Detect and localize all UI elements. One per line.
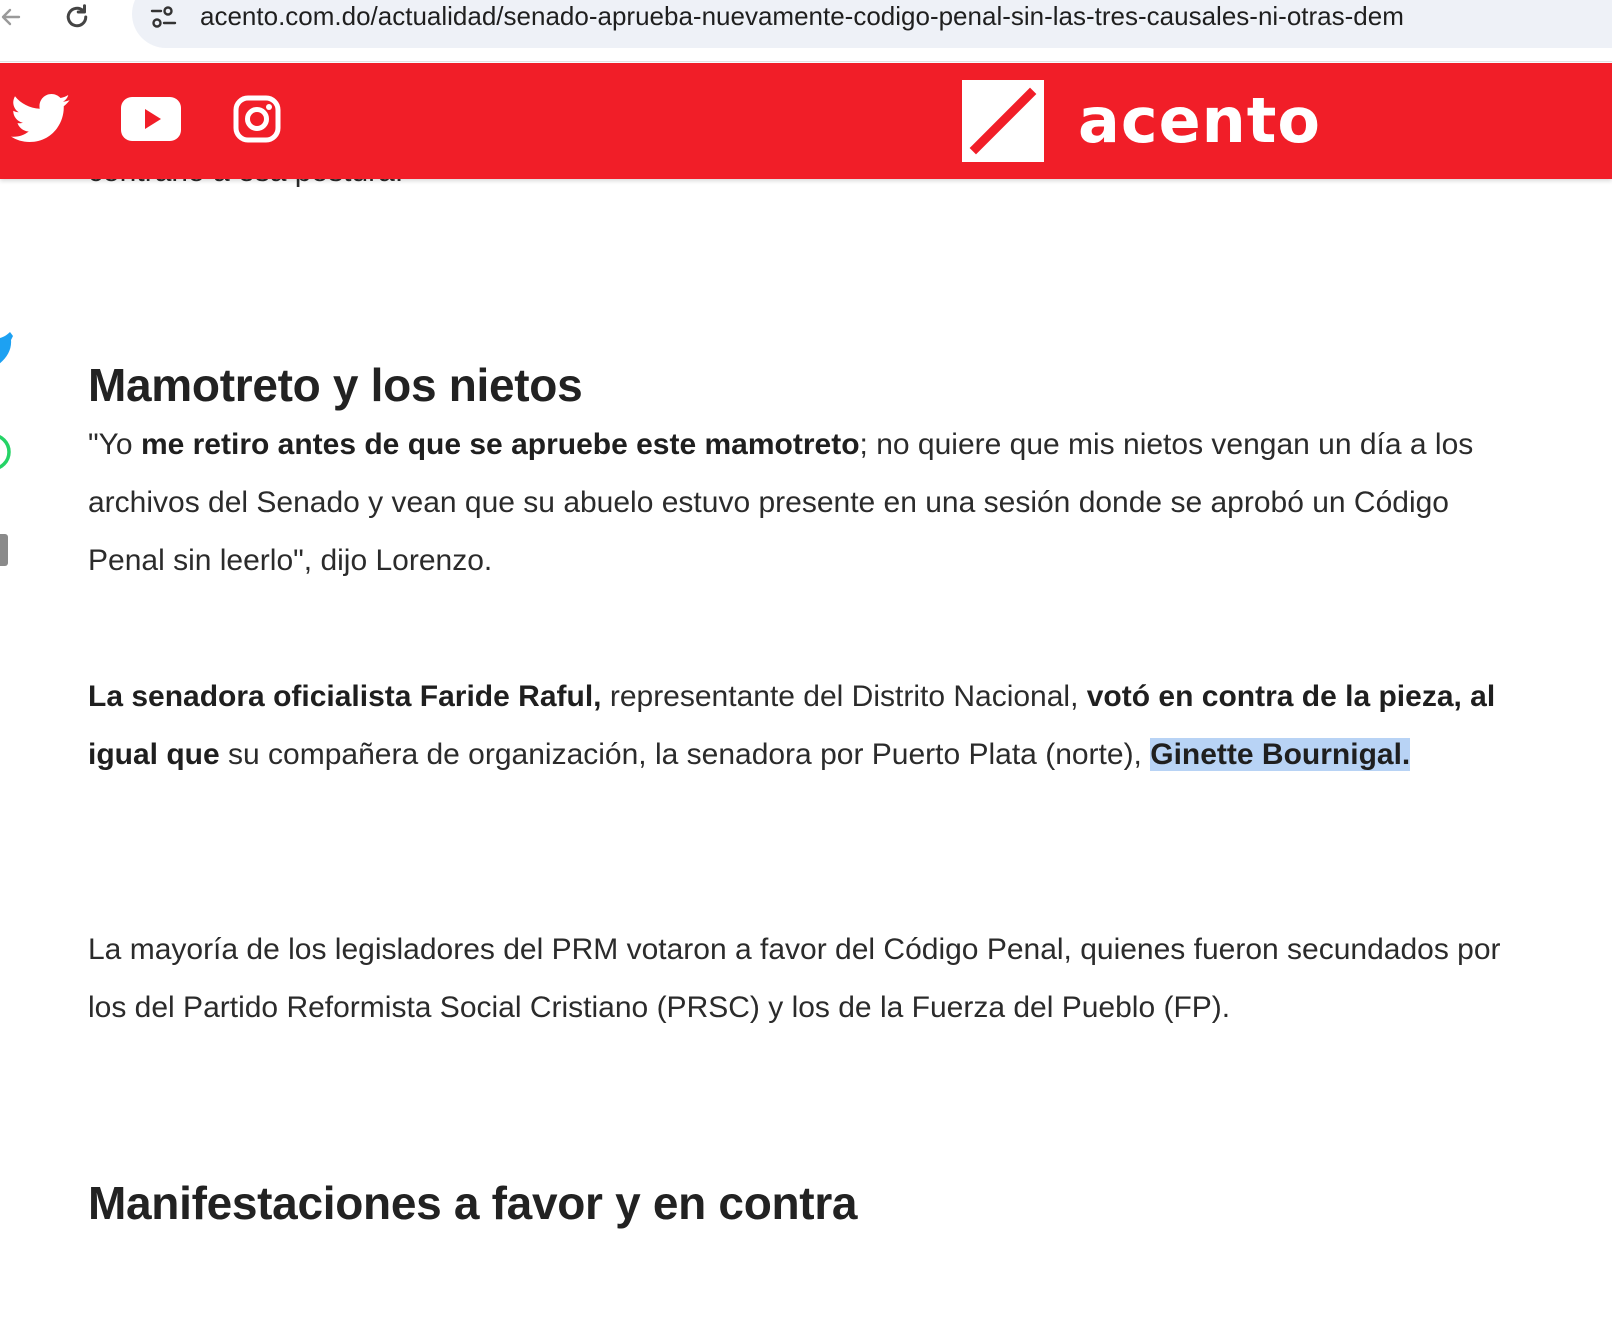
acento-logo-text[interactable]: acento	[1078, 84, 1322, 157]
share-whatsapp-icon[interactable]	[0, 432, 14, 472]
paragraph-faride-raful	[88, 668, 1508, 784]
share-email-icon[interactable]	[0, 530, 14, 570]
back-arrow-icon[interactable]	[0, 0, 28, 34]
site-info-icon[interactable]	[144, 0, 184, 34]
browser-toolbar	[0, 0, 1612, 62]
twitter-icon[interactable]	[6, 87, 76, 151]
site-header	[0, 63, 1612, 179]
selected-text-ginette-bournigal[interactable]: Ginette Bournigal.	[1150, 738, 1411, 771]
reload-icon[interactable]	[60, 0, 94, 34]
instagram-icon[interactable]	[222, 87, 292, 151]
p2-text-b: representante del Distrito Nacional,	[601, 680, 1087, 713]
acento-logo-icon[interactable]	[962, 80, 1044, 162]
p1-text-c: ; no quiere que mis nietos vengan un día a los archivos del Senado y vean que su abuelo estuvo presente en una sesión donde se aprobó un Código Penal sin leerlo", dijo Lorenzo.	[88, 428, 1474, 577]
paragraph-prm-majority: La mayoría de los legisladores del PRM votaron a favor del Código Penal, quienes fueron secundados por los del Partido Reformista Social Cristiano (PRSC) y los de la Fuerza del Pueblo (FP).	[88, 933, 1501, 1024]
section-heading-mamotreto: Mamotreto y los nietos	[88, 359, 583, 411]
section-heading-manifestaciones: Manifestaciones a favor y en contra	[88, 1177, 858, 1229]
youtube-icon[interactable]	[116, 87, 186, 151]
p2-bold-a: La senadora oficialista Faride Raful,	[88, 680, 602, 713]
p2-text-d: su compañera de organización, la senadora por Puerto Plata (norte),	[219, 738, 1151, 771]
share-twitter-icon[interactable]	[0, 330, 14, 370]
p1-text-a: "Yo	[88, 428, 141, 461]
p2-bold-c: votó en contra de la pieza, al igual que	[88, 680, 1496, 771]
url-text[interactable]: acento.com.do/actualidad/senado-aprueba-nuevamente-codigo-penal-sin-las-tres-causales-ni-otras-dem	[200, 1, 1404, 31]
p1-bold-text: me retiro antes de que se apruebe este mamotreto	[140, 428, 860, 461]
paragraph-lorenzo-quote	[88, 416, 1508, 590]
